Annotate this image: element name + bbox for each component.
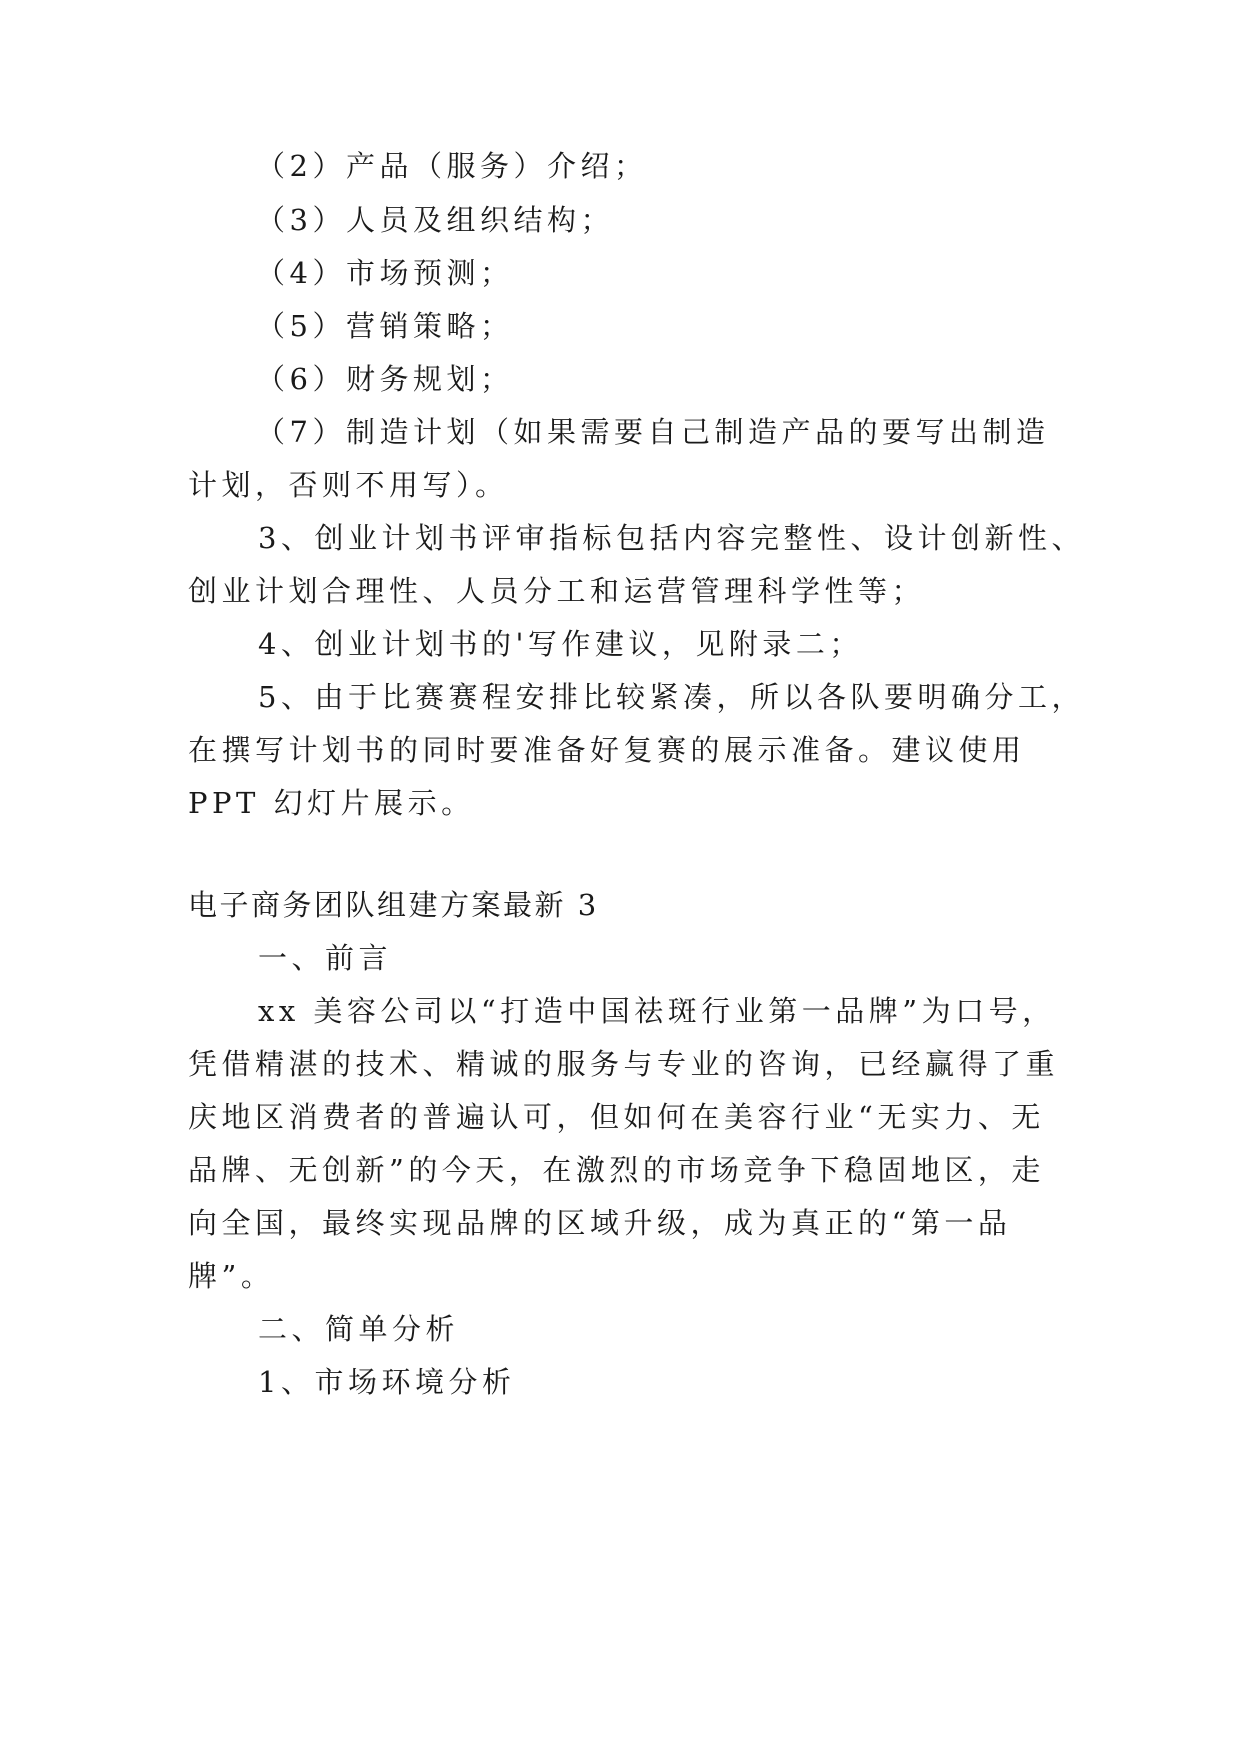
point-4: 4、创业计划书的'写作建议，见附录二； xyxy=(258,627,863,661)
list-item-6: （6）财务规划； xyxy=(256,362,514,396)
point-5-line-1: 5、由于比赛赛程安排比较紧凑，所以各队要明确分工， xyxy=(258,680,1085,714)
list-item-4: （4）市场预测； xyxy=(256,256,514,290)
preface-line-5: 向全国，最终实现品牌的区域升级，成为真正的“第一品 xyxy=(188,1206,1012,1240)
preface-line-2: 凭借精湛的技术、精诚的服务与专业的咨询，已经赢得了重 xyxy=(188,1047,1060,1081)
preface-line-1: xx 美容公司以“打造中国祛斑行业第一品牌”为口号， xyxy=(258,994,1056,1028)
preface-line-4: 品牌、无创新”的今天，在激烈的市场竞争下稳固地区，走 xyxy=(188,1153,1045,1187)
analysis-heading: 二、简单分析 xyxy=(258,1312,460,1346)
point-5-line-2: 在撰写计划书的同时要准备好复赛的展示准备。建议使用 xyxy=(188,733,1026,767)
list-item-2: （2）产品（服务）介绍； xyxy=(256,149,648,183)
list-item-5: （5）营销策略； xyxy=(256,309,514,343)
preface-line-3: 庆地区消费者的普遍认可，但如何在美容行业“无实力、无 xyxy=(188,1100,1045,1134)
list-item-3: （3）人员及组织结构； xyxy=(256,203,614,237)
list-item-7-line-1: （7）制造计划（如果需要自己制造产品的要写出制造 xyxy=(256,415,1050,449)
point-3-line-1: 3、创业计划书评审指标包括内容完整性、设计创新性、 xyxy=(258,521,1085,555)
market-heading: 1、市场环境分析 xyxy=(258,1365,516,1399)
section-title: 电子商务团队组建方案最新 3 xyxy=(188,888,599,922)
preface-heading: 一、前言 xyxy=(258,941,393,975)
point-3-line-2: 创业计划合理性、人员分工和运营管理科学性等； xyxy=(188,574,926,608)
point-5-line-3: PPT 幻灯片展示。 xyxy=(188,786,475,820)
list-item-7-line-2: 计划，否则不用写）。 xyxy=(188,468,509,502)
preface-line-6: 牌”。 xyxy=(188,1259,275,1293)
